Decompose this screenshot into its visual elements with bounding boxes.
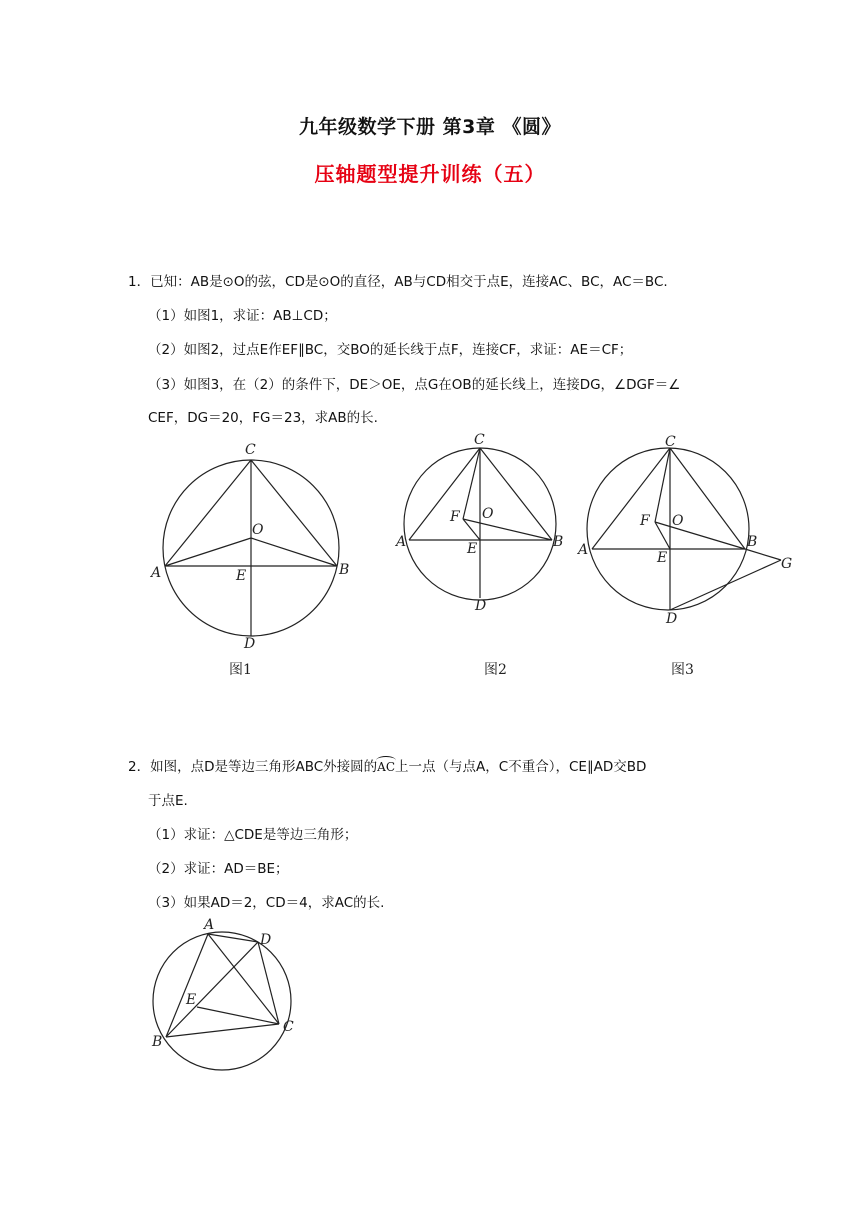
figure-2 <box>404 448 556 600</box>
q2-part3: （3）如果AD＝2，CD＝4，求AC的长. <box>148 895 385 911</box>
q2-stem-part-b: 上一点（与点A，C不重合），CE∥AD交BD <box>395 759 647 775</box>
fig2-label-D: D <box>475 598 487 614</box>
fig4-label-A: A <box>204 917 215 933</box>
figure-1 <box>163 460 339 636</box>
q1-part1: （1）如图1，求证：AB⊥CD； <box>148 308 337 324</box>
q2-part2: （2）求证：AD＝BE； <box>148 861 289 877</box>
fig1-label-E: E <box>236 568 247 584</box>
fig3-label-F: F <box>640 513 650 529</box>
fig1-label-D: D <box>244 636 256 652</box>
q1-figures <box>0 430 860 690</box>
fig3-label-G: G <box>781 556 793 572</box>
fig3-label-B: B <box>747 534 758 550</box>
fig4-label-D: D <box>260 932 272 948</box>
document-title: 九年级数学下册 第3章 《圆》 <box>299 116 561 138</box>
fig2-label-F: F <box>450 509 460 525</box>
q2-part1: （1）求证：△CDE是等边三角形； <box>148 827 358 843</box>
fig2-label-O: O <box>482 506 494 522</box>
fig1-label-A: A <box>151 565 162 581</box>
fig4-label-E: E <box>186 992 197 1008</box>
fig4-label-B: B <box>152 1034 163 1050</box>
fig2-label-B: B <box>553 534 564 550</box>
fig3-label-C: C <box>665 434 676 450</box>
q2-figure <box>140 912 310 1072</box>
q1-part3-line2: CEF，DG＝20，FG＝23，求AB的长. <box>148 410 378 426</box>
fig1-caption: 图1 <box>229 662 252 678</box>
fig1-label-O: O <box>252 522 264 538</box>
fig2-label-E: E <box>467 541 478 557</box>
fig3-label-E: E <box>657 550 668 566</box>
document-subtitle: 压轴题型提升训练（五） <box>314 162 546 186</box>
fig1-label-C: C <box>245 442 256 458</box>
arc-ac-symbol: AC <box>377 756 395 774</box>
fig2-label-C: C <box>474 432 485 448</box>
fig3-caption: 图3 <box>671 662 694 678</box>
fig2-label-A: A <box>396 534 407 550</box>
fig2-caption: 图2 <box>484 662 507 678</box>
q1-part2: （2）如图2，过点E作EF∥BC，交BO的延长线于点F，连接CF，求证：AE＝CF； <box>148 342 633 358</box>
figure-3 <box>587 448 781 610</box>
fig4-label-C: C <box>283 1019 294 1035</box>
fig3-label-D: D <box>666 611 678 627</box>
q2-stem-part-a: 2．如图，点D是等边三角形ABC外接圆的 <box>128 759 378 775</box>
fig3-label-O: O <box>672 513 684 529</box>
q2-stem-line2: 于点E. <box>148 793 188 809</box>
q1-stem: 1．已知：AB是⊙O的弦，CD是⊙O的直径，AB与CD相交于点E，连接AC、BC，AC＝BC. <box>128 274 668 290</box>
q1-part3-line1: （3）如图3，在（2）的条件下，DE＞OE，点G在OB的延长线上，连接DG，∠DGF＝∠ <box>148 377 681 393</box>
fig3-label-A: A <box>578 542 589 558</box>
q2-stem <box>128 755 646 775</box>
fig1-label-B: B <box>339 562 350 578</box>
